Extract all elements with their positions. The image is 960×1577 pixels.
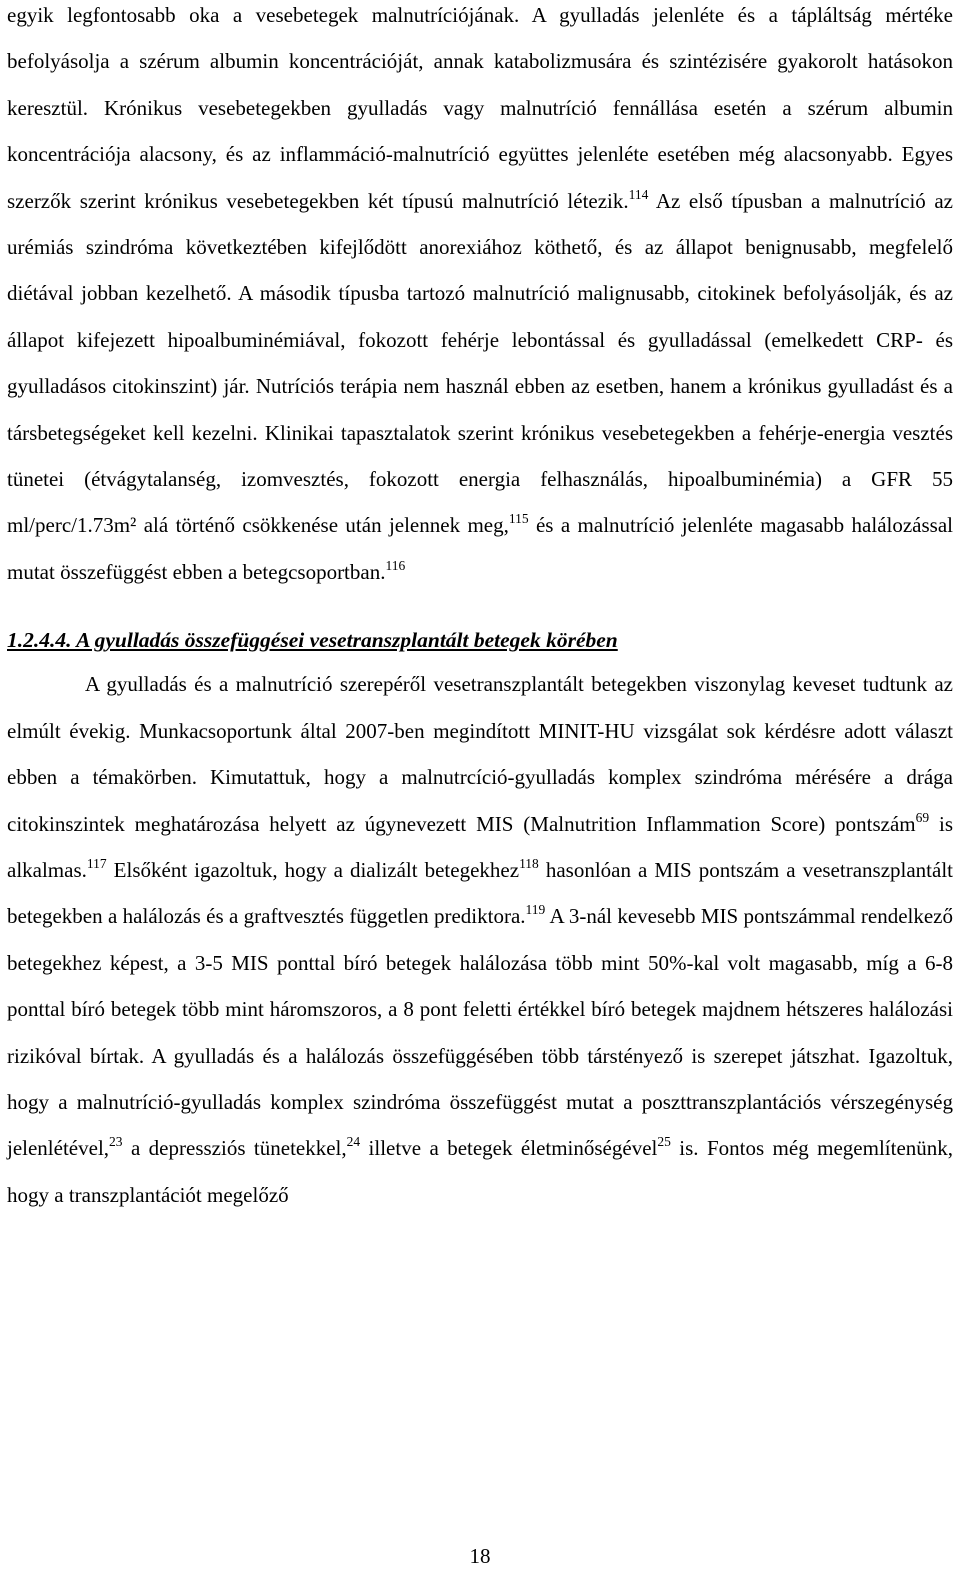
- paragraph-text: a depressziós tünetekkel,: [122, 1136, 347, 1161]
- paragraph-text: és a malnutríció jelenléte magasabb halálozással mutat összefüggést ebben a betegcsoportban.: [7, 513, 953, 584]
- paragraph-malnutrition-types: [7, 0, 953, 595]
- reference-superscript: 115: [508, 511, 529, 527]
- reference-superscript: 25: [657, 1134, 671, 1150]
- paragraph-text: is alkalmas.: [7, 811, 953, 882]
- paragraph-text: A 3-nál kevesebb MIS pontszámmal rendelkező betegekhez képest, a 3-5 MIS ponttal bíró betegek halálozása több mint 50%-kal volt magasabb, míg a 6-8 ponttal bíró betegek több mint háromszoros, a 8 pont feletti értékkel bíró betegek majdnem hétszeres halálozási rizikóval bírtak. A gyulladás és a halálozás összefüggésében több társtényező is szerepet játszhat. Igazoltuk, hogy a malnutríció-gyulladás komplex szindróma összefüggést mutat a poszttranszplantációs vérszegénység jelenlétével,: [7, 904, 953, 1161]
- paragraph-text: egyik legfontosabb oka a vesebetegek malnutríciójának. A gyulladás jelenléte és a tápláltság mértéke befolyásolja a szérum albumin koncentrációját, annak katabolizmusára és szintézisére gyakorolt hatásokon keresztül. Krónikus vesebetegekben gyulladás vagy malnutríció fennállása esetén a szérum albumin koncentrációja alacsony, és az inflammáció-malnutríció együttes jelenléte esetében még alacsonyabb. Egyes szerzők szerint krónikus vesebetegekben két típusú malnutríció létezik.: [7, 3, 953, 213]
- paragraph-text: hasonlóan a MIS pontszám a vesetranszplantált betegekben a halálozás és a graftvesztés független prediktora.: [7, 857, 953, 929]
- reference-superscript: 114: [628, 186, 649, 202]
- reference-superscript: 117: [86, 855, 107, 871]
- paragraph-transplant-inflammation: [7, 661, 953, 1218]
- document-page: [7, 0, 953, 1218]
- paragraph-text: A gyulladás és a malnutríció szerepéről vesetranszplantált betegekben viszonylag keveset tudtunk az elmúlt évekig. Munkacsoportunk által 2007-ben megindított MINIT-HU vizsgálat sok kérdésre adott választ ebben a témakörben. Kimutattuk, hogy a malnutrcíció-gyulladás komplex szindróma mérésére a drága citokinszintek meghatározása helyett az úgynevezett MIS (Malnutrition Inflammation Score) pontszám: [7, 672, 953, 836]
- page-number: 18: [469, 1544, 491, 1568]
- reference-superscript: 118: [519, 855, 539, 871]
- section-heading: 1.2.4.4. A gyulladás összefüggései vesetranszplantált betegek körében: [7, 628, 618, 653]
- paragraph-text: illetve a betegek életminőségével: [360, 1136, 658, 1161]
- paragraph-text: Az első típusban a malnutríció az urémiás szindróma következtében kifejlődött anorexiához köthető, és az állapot benignusabb, megfelelő diétával jobban kezelhető. A második típusba tartozó malnutríció malignusabb, citokinek befolyásolják, és az állapot kifejezett hipoalbuminémiával, fokozott fehérje lebontással és gyulladással (emelkedett CRP- és gyulladásos citokinszint) jár. Nutríciós terápia nem használ ebben az esetben, hanem a krónikus gyulladást és a társbetegségeket kell kezelni. Klinikai tapasztalatok szerint krónikus vesebetegekben a fehérje-energia vesztés tünetei (étvágytalanség, izomvesztés, fokozott energia felhasználás, hipoalbuminémia) a GFR 55 ml/perc/1.73m² alá történő csökkenése után jelennek meg,: [7, 188, 953, 538]
- paragraph-text: Elsőként igazoltuk, hogy a dializált betegekhez: [106, 857, 520, 882]
- reference-superscript: 23: [109, 1134, 123, 1150]
- reference-superscript: 24: [346, 1134, 361, 1150]
- reference-superscript: 116: [385, 557, 406, 573]
- reference-superscript: 119: [525, 902, 546, 918]
- paragraph-text: is. Fontos még megemlítenünk, hogy a transzplantációt megelőző: [7, 1136, 954, 1207]
- reference-superscript: 69: [915, 809, 930, 825]
